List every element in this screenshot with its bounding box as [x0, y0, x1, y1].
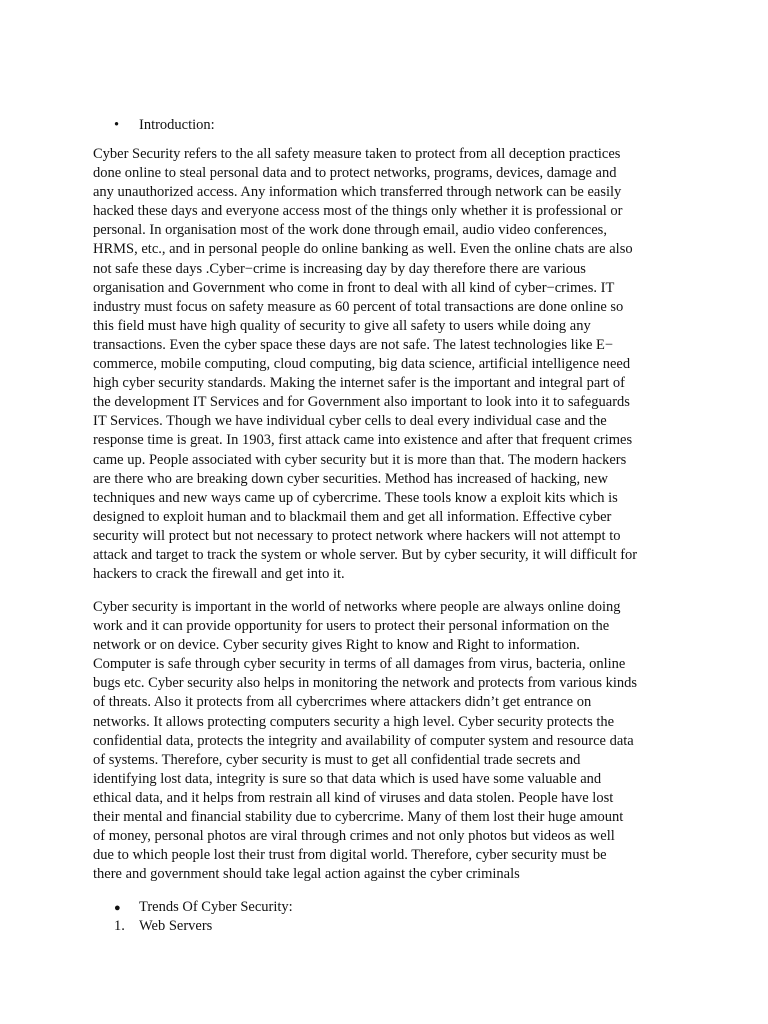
- text-line: transactions. Even the cyber space these days are not safe. The latest technologies like E−: [93, 336, 614, 353]
- text-line: network or on device. Cyber security gives Right to know and Right to information.: [93, 637, 580, 654]
- text-line: hackers to crack the firewall and get into it.: [93, 566, 345, 583]
- text-line: the development IT Services and for Government also important to look into it to safeguards: [93, 394, 630, 411]
- paragraph-importance: [93, 598, 677, 884]
- text-line: bugs etc. Cyber security also helps in monitoring the network and protects from various kinds: [93, 675, 638, 692]
- numbered-item-web-servers: [114, 917, 212, 936]
- text-line: hacked these days and everyone access most of the things only whether it is professional or: [93, 203, 623, 220]
- text-line: networks. It allows protecting computers security a high level. Cyber security protects the: [93, 713, 615, 730]
- list-item-text: Web Servers: [139, 918, 213, 934]
- paragraph-introduction: [93, 145, 677, 584]
- text-line: work and it can provide opportunity for users to protect their personal information on the: [93, 618, 610, 635]
- text-line: identifying lost data, integrity is sure so that data which is used have some valuable and: [93, 770, 602, 787]
- text-line: Cyber security is important in the world of networks where people are always online doing: [93, 599, 621, 615]
- bullet-marker: •: [114, 117, 120, 133]
- text-line: personal. In organisation most of the work done through email, audio video conferences,: [93, 222, 607, 239]
- text-line: of systems. Therefore, cyber security is must to get all confidential trade secrets and: [93, 751, 581, 768]
- text-line: done online to steal personal data and to protect networks, programs, devices, damage and: [93, 165, 617, 182]
- text-line: came up. People associated with cyber security but it is more than that. The modern hackers: [93, 451, 627, 468]
- text-line: there and government should take legal action against the cyber criminals: [93, 866, 520, 883]
- text-line: HRMS, etc., and in personal people do online banking as well. Even the online chats are also: [93, 241, 633, 258]
- text-line: Cyber Security refers to the all safety measure taken to protect from all deception practices: [93, 146, 621, 162]
- text-line: response time is great. In 1903, first attack came into existence and after that frequent crimes: [93, 432, 633, 449]
- text-line: organisation and Government who come in front to deal with all kind of cyber−crimes. IT: [93, 279, 615, 296]
- bullet-marker: ●: [114, 902, 121, 914]
- text-line: of threats. Also it protects from all cybercrimes where attackers didn’t get entrance on: [93, 694, 592, 711]
- text-line: due to which people lost their trust from digital world. Therefore, cyber security must be: [93, 847, 607, 864]
- bullet-introduction: [114, 116, 215, 135]
- text-line: attack and target to track the system or whole server. But by cyber security, it will difficult for: [93, 546, 638, 563]
- text-line: Computer is safe through cyber security in terms of all damages from virus, bacteria, online: [93, 656, 626, 673]
- text-line: industry must focus on safety measure as 60 percent of total transactions are done online so: [93, 298, 624, 315]
- text-line: IT Services. Though we have individual cyber cells to deal every individual case and the: [93, 413, 607, 430]
- section-heading-introduction: Introduction:: [139, 117, 215, 133]
- text-line: security will protect but not necessary to protect network where hackers will not attempt to: [93, 527, 621, 544]
- text-line: any unauthorized access. Any information which transferred through network can be easily: [93, 184, 622, 201]
- text-line: this field must have high quality of security to give all safety to users while doing any: [93, 317, 591, 334]
- bullet-trends: [114, 898, 293, 918]
- text-line: ethical data, and it helps from restrain all kind of viruses and data stolen. People have lost: [93, 789, 614, 806]
- text-line: are there who are breaking down cyber securities. Method has increased of hacking, new: [93, 470, 608, 487]
- text-line: designed to exploit human and to blackmail them and get all information. Effective cyber: [93, 508, 612, 525]
- list-number: 1.: [114, 918, 125, 934]
- text-line: commerce, mobile computing, cloud computing, big data science, artificial intelligence need: [93, 356, 631, 373]
- text-line: not safe these days .Cyber−crime is increasing day by day therefore there are various: [93, 260, 586, 277]
- text-line: high cyber security standards. Making the internet safer is the important and integral part of: [93, 375, 625, 392]
- text-line: of money, personal photos are viral through crimes and not only photos but videos as well: [93, 828, 615, 845]
- section-heading-trends: Trends Of Cyber Security:: [139, 899, 293, 915]
- text-line: their mental and financial stability due to cybercrime. Many of them lost their huge amount: [93, 809, 624, 826]
- text-line: confidential data, protects the integrity and availability of computer system and resource data: [93, 732, 634, 749]
- text-line: techniques and new ways came up of cybercrime. These tools know a exploit kits which is: [93, 489, 618, 506]
